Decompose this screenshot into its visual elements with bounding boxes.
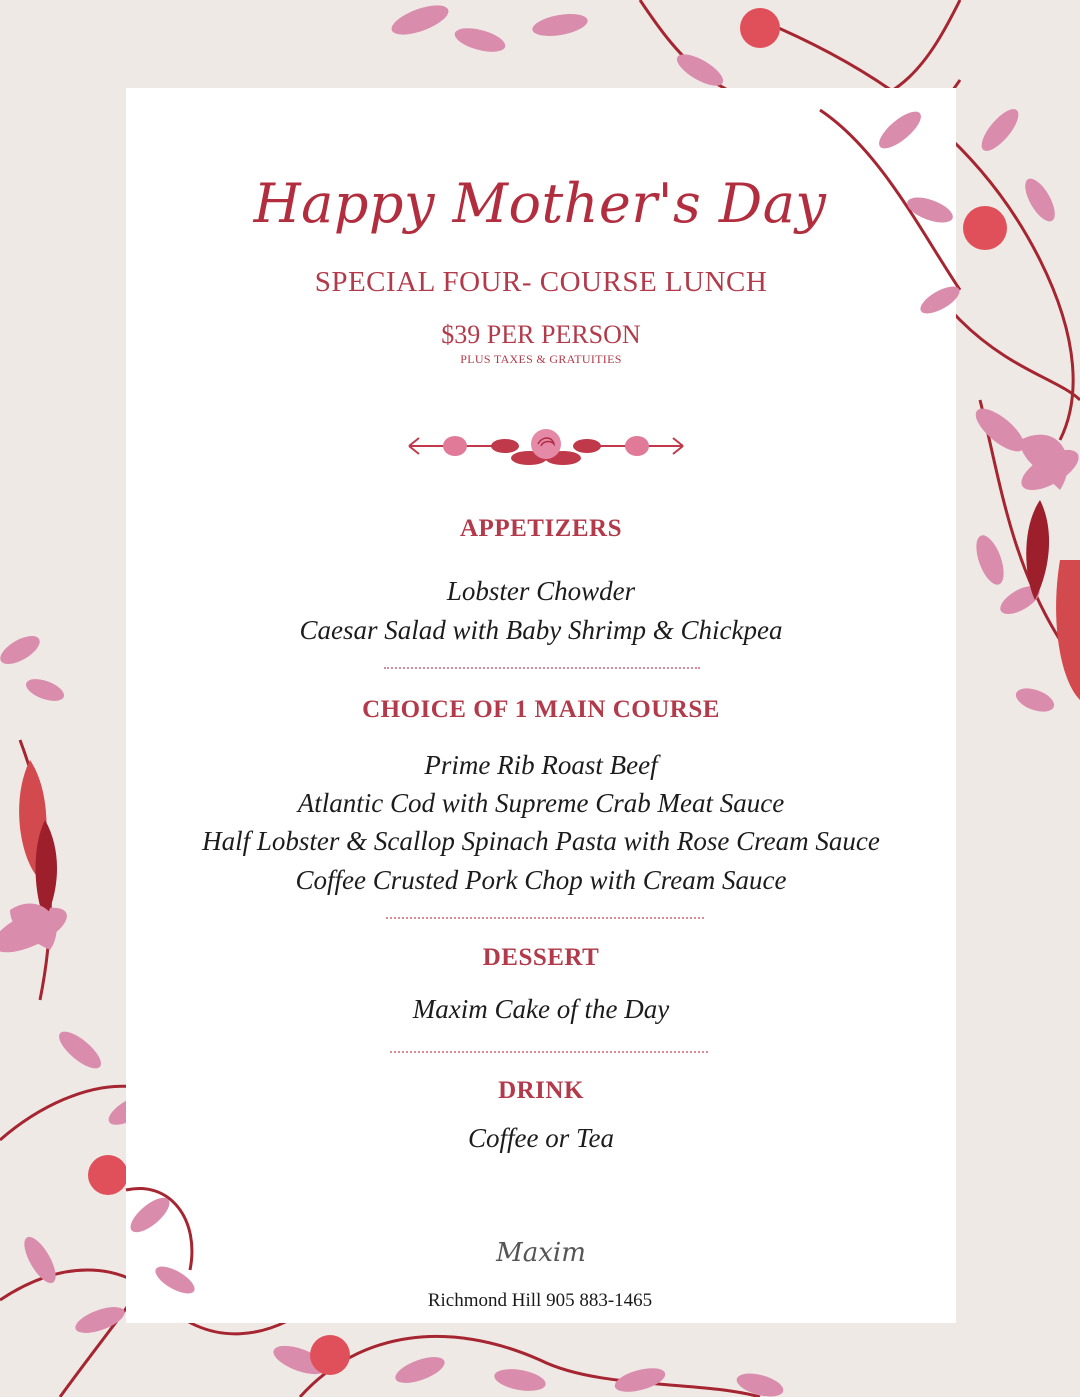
restaurant-contact: Richmond Hill 905 883-1465: [427, 1290, 653, 1311]
menu-item: Coffee Crusted Pork Chop with Cream Sauce: [295, 865, 787, 895]
menu-item: Half Lobster & Scallop Spinach Pasta with Rose Cream Sauce: [202, 826, 880, 856]
menu-item: Caesar Salad with Baby Shrimp & Chickpea: [299, 615, 783, 645]
section-divider: [384, 667, 700, 669]
menu-item: Maxim Cake of the Day: [412, 994, 670, 1024]
section-heading-appetizers: APPETIZERS: [460, 515, 622, 542]
restaurant-logo: Maxim: [496, 1238, 586, 1268]
section-heading-main-course: CHOICE OF 1 MAIN COURSE: [362, 696, 720, 723]
page-title: Happy Mother's Day: [253, 172, 827, 235]
section-heading-drink: DRINK: [498, 1077, 584, 1104]
menu-item: Lobster Chowder: [446, 576, 636, 606]
menu-item: Coffee or Tea: [467, 1123, 614, 1153]
price: $39 PER PERSON: [441, 320, 641, 349]
menu-item: Prime Rib Roast Beef: [424, 750, 658, 780]
section-divider: [390, 1051, 708, 1053]
menu-subtitle: SPECIAL FOUR- COURSE LUNCH: [314, 266, 768, 298]
section-divider: [386, 917, 704, 919]
rose-ornament-icon: [405, 422, 687, 470]
price-note: PLUS TAXES & GRATUITIES: [460, 352, 622, 366]
menu-item: Atlantic Cod with Supreme Crab Meat Sauce: [297, 788, 785, 818]
section-heading-dessert: DESSERT: [482, 944, 600, 971]
